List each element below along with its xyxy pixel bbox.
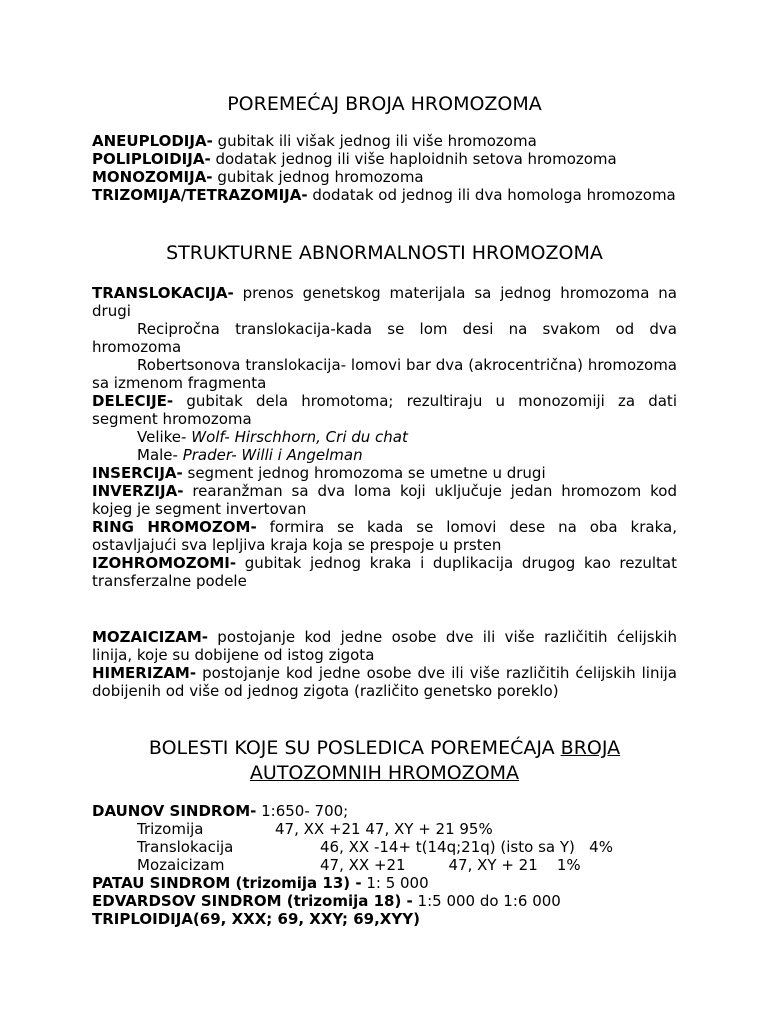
mosaicism-section [92, 628, 677, 700]
list-item: POLIPLOIDIJA- dodatak jednog ili više haploidnih setova hromozoma [92, 150, 617, 168]
list-item: PATAU SINDROM (trizomija 13) - 1: 5 000 [92, 874, 429, 892]
table-row: Translokacija 46, XX -14+ t(14q;21q) (isto sa Y) 4% [137, 838, 613, 856]
list-item: MOZAICIZAM- postojanje kod jedne osobe dve ili više različitih ćelijskih linija, koje su dobijene od istog zigota [92, 628, 677, 664]
list-item: Male- Prader- Willi i Angelman [137, 446, 363, 464]
numeric-abnormalities-list [92, 132, 677, 204]
list-item: ANEUPLODIJA- gubitak ili višak jednog ili više hromozoma [92, 132, 537, 150]
structural-abnormalities-list [92, 284, 677, 590]
table-row: Mozaicizam 47, XX +21 47, XY + 21 1% [137, 856, 581, 874]
list-item: Robertsonova translokacija- lomovi bar dva (akrocentrična) hromozoma sa izmenom fragmenta [92, 356, 677, 392]
list-item: TRIPLOIDIJA(69, XXX; 69, XXY; 69,XYY) [92, 910, 420, 928]
list-item: MONOZOMIJA- gubitak jednog hromozoma [92, 168, 424, 186]
list-item: INVERZIJA- rearanžman sa dva loma koji uključuje jedan hromozom kod kojeg je segment invertovan [92, 482, 677, 518]
section-title-diseases: BOLESTI KOJE SU POSLEDICA POREMEĆAJA BROJA AUTOZOMNIH HROMOZOMA [148, 737, 621, 784]
section-title-numeric: POREMEĆAJ BROJA HROMOZOMA [227, 93, 542, 115]
list-item: Velike- Wolf- Hirschhorn, Cri du chat [137, 428, 408, 446]
section-title-structural: STRUKTURNE ABNORMALNOSTI HROMOZOMA [166, 242, 603, 264]
table-row: Trizomija 47, XX +21 47, XY + 21 95% [137, 820, 493, 838]
list-item: EDVARDSOV SINDROM (trizomija 18) - 1:5 000 do 1:6 000 [92, 892, 561, 910]
list-item: TRIZOMIJA/TETRAZOMIJA- dodatak od jednog ili dva homologa hromozoma [92, 186, 676, 204]
list-item: INSERCIJA- segment jednog hromozoma se umetne u drugi [92, 464, 546, 482]
list-item: DELECIJE- gubitak dela hromotoma; rezultiraju u monozomiji za dati segment hromozoma [92, 392, 677, 428]
list-item: DAUNOV SINDROM- 1:650- 700; [92, 802, 349, 820]
list-item: Recipročna translokacija-kada se lom desi na svakom od dva hromozoma [92, 320, 677, 356]
list-item: RING HROMOZOM- formira se kada se lomovi dese na oba kraka, ostavljajući sva lepljiva kraja koja se prespoje u prsten [92, 518, 677, 554]
list-item: HIMERIZAM- postojanje kod jedne osobe dve ili više različitih ćelijskih linija dobijenih od više od jednog zigota (različito genetsko poreklo) [92, 664, 677, 700]
diseases-list [92, 802, 677, 928]
list-item: TRANSLOKACIJA- prenos genetskog materijala sa jednog hromozoma na drugi [92, 284, 677, 320]
list-item: IZOHROMOZOMI- gubitak jednog kraka i duplikacija drugog kao rezultat transferzalne podele [92, 554, 677, 590]
